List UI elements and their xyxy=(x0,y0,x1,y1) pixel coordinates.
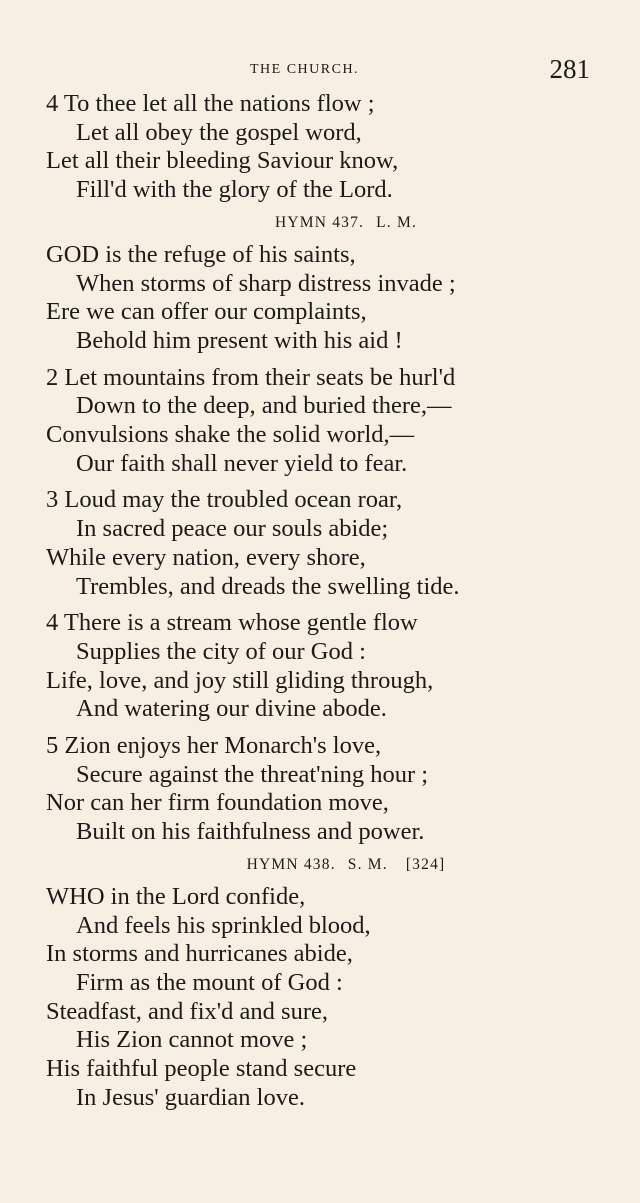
stanza xyxy=(46,486,606,601)
stanza xyxy=(46,609,606,724)
stanza xyxy=(46,241,606,356)
hymn-number: HYMN 437. xyxy=(274,213,365,231)
running-head: THE CHURCH. xyxy=(250,62,360,77)
verse-line: 2 Let mountains from their seats be hurl'd xyxy=(46,363,456,391)
hymn-meter: L. M. xyxy=(376,213,418,231)
page-content xyxy=(46,90,606,1121)
verse-line: Built on his faithfulness and power. xyxy=(76,818,425,846)
verse-line: Ere we can offer our complaints, xyxy=(46,298,367,326)
verse-line: Steadfast, and fix'd and sure, xyxy=(46,997,329,1025)
verse-line: When storms of sharp distress invade ; xyxy=(76,269,456,297)
verse-line: Firm as the mount of God : xyxy=(76,968,343,996)
stanza xyxy=(46,883,606,1113)
verse-line: While every nation, every shore, xyxy=(46,543,366,571)
verse-line: 4 To thee let all the nations flow ; xyxy=(46,90,375,117)
verse-line: Behold him present with his aid ! xyxy=(76,326,403,354)
verse-line: Convulsions shake the solid world,— xyxy=(46,421,415,449)
verse-line: 4 There is a stream whose gentle flow xyxy=(46,609,418,637)
verse-line: Supplies the city of our God : xyxy=(76,637,366,665)
verse-line: 5 Zion enjoys her Monarch's love, xyxy=(46,732,382,760)
verse-line: Fill'd with the glory of the Lord. xyxy=(76,176,393,204)
verse-line: And feels his sprinkled blood, xyxy=(76,911,371,939)
verse-line: WHO in the Lord confide, xyxy=(46,882,306,910)
hymn-heading xyxy=(46,213,606,233)
verse-line: Trembles, and dreads the swelling tide. xyxy=(76,572,460,600)
verse-line: GOD is the refuge of his saints, xyxy=(46,240,356,268)
verse-line: Down to the deep, and buried there,— xyxy=(76,392,452,420)
page-number: 281 xyxy=(549,54,590,84)
hymn-heading xyxy=(46,855,606,875)
verse-line: In sacred peace our souls abide; xyxy=(76,515,389,543)
hymn-reference: [324] xyxy=(405,855,446,873)
stanza xyxy=(46,732,606,847)
hymn-meter: S. M. xyxy=(347,855,388,873)
stanza xyxy=(46,90,606,205)
verse-line: In storms and hurricanes abide, xyxy=(46,940,353,968)
verse-line: Our faith shall never yield to fear. xyxy=(76,449,408,477)
verse-line: His faithful people stand secure xyxy=(46,1055,357,1083)
verse-line: Life, love, and joy still gliding through, xyxy=(46,666,434,694)
verse-line: Secure against the threat'ning hour ; xyxy=(76,760,429,788)
verse-line: Let all their bleeding Saviour know, xyxy=(46,147,399,175)
verse-line: In Jesus' guardian love. xyxy=(76,1083,305,1111)
hymn-number: HYMN 438. xyxy=(246,855,336,873)
stanza xyxy=(46,364,606,479)
verse-line: Let all obey the gospel word, xyxy=(76,118,362,146)
verse-line: And watering our divine abode. xyxy=(76,695,387,723)
verse-line: Nor can her firm foundation move, xyxy=(46,789,389,817)
verse-line: His Zion cannot move ; xyxy=(76,1026,308,1054)
verse-line: 3 Loud may the troubled ocean roar, xyxy=(46,486,403,514)
